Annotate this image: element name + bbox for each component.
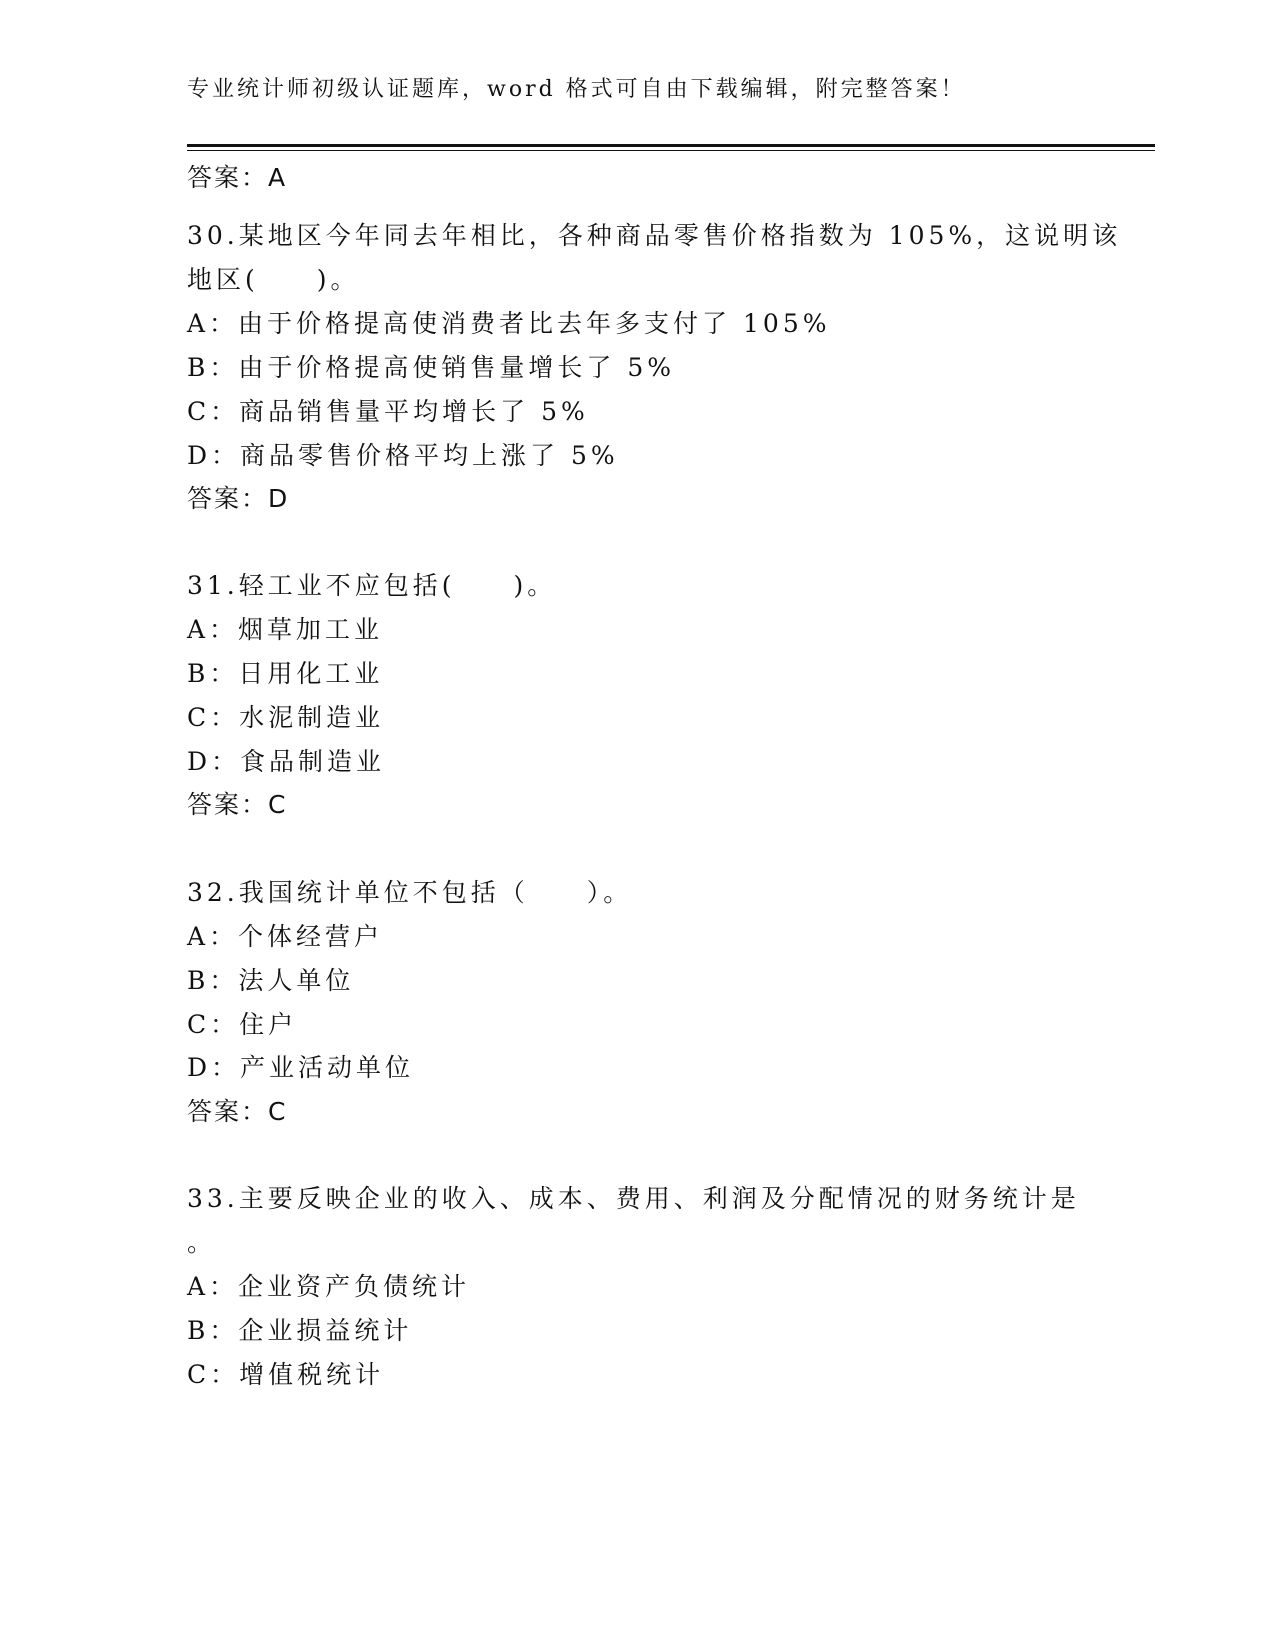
question-30-option-b: B：由于价格提高使销售量增长了 5% [187, 353, 675, 382]
header-rule-thick [187, 144, 1155, 147]
question-30-text-cont: 地区( )。 [187, 265, 360, 294]
question-33-option-b: B：企业损益统计 [187, 1316, 413, 1345]
question-33-option-c: C：增值税统计 [187, 1360, 385, 1389]
question-30-option-a: A：由于价格提高使消费者比去年多支付了 105% [187, 309, 831, 338]
page-header: 专业统计师初级认证题库，word 格式可自由下载编辑，附完整答案！ [187, 77, 966, 102]
header-rule-thin [187, 150, 1155, 151]
answer-29: 答案：A [187, 163, 288, 192]
question-31-option-a: A：烟草加工业 [187, 615, 384, 644]
question-32-option-d: D：产业活动单位 [187, 1053, 415, 1082]
question-32-option-c: C：住户 [187, 1010, 298, 1039]
question-31-text: 31.轻工业不应包括( )。 [187, 571, 557, 600]
question-30-option-d: D：商品零售价格平均上涨了 5% [187, 441, 619, 470]
answer-31: 答案：C [187, 790, 288, 819]
question-31-option-d: D：食品制造业 [187, 747, 386, 776]
question-30-text: 30.某地区今年同去年相比，各种商品零售价格指数为 105%，这说明该 [187, 221, 1122, 250]
question-33-text-cont: 。 [187, 1228, 217, 1257]
question-31-option-b: B：日用化工业 [187, 659, 384, 688]
answer-32: 答案：C [187, 1097, 288, 1126]
question-33-option-a: A：企业资产负债统计 [187, 1272, 471, 1301]
question-30-option-c: C：商品销售量平均增长了 5% [187, 397, 589, 426]
answer-30: 答案：D [187, 484, 290, 513]
question-31-option-c: C：水泥制造业 [187, 703, 385, 732]
question-33-text: 33.主要反映企业的收入、成本、费用、利润及分配情况的财务统计是 [187, 1184, 1080, 1213]
question-32-option-a: A：个体经营户 [187, 922, 384, 951]
question-32-option-b: B：法人单位 [187, 966, 355, 995]
question-32-text: 32.我国统计单位不包括（ ）。 [187, 878, 633, 907]
